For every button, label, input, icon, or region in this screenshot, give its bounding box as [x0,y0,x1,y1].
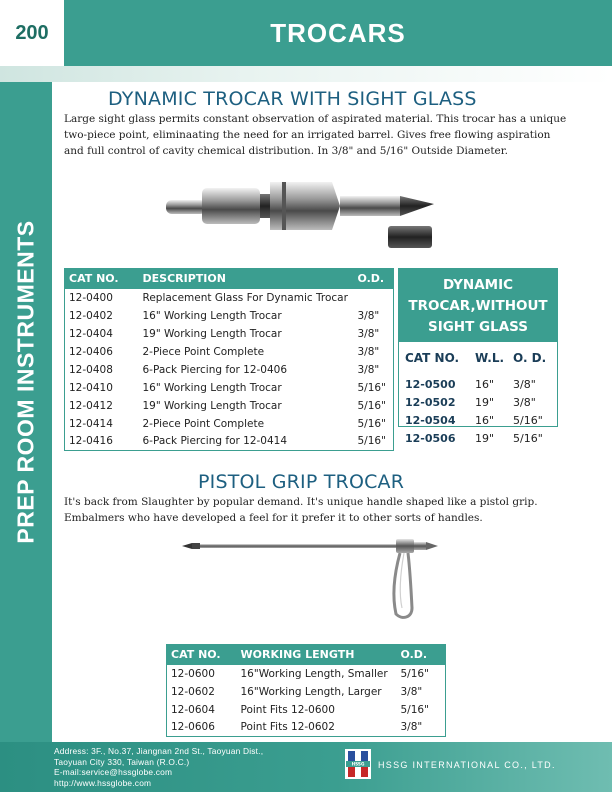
od: 3/8" [357,327,380,340]
table-row [65,397,394,415]
pistol-trocar-image [180,530,440,622]
description-line: Embalmers who have developed a feel for it prefer it to other sorts of handles. [64,512,483,524]
description: 19" Working Length Trocar [142,399,282,412]
od: 3/8" [400,685,423,698]
col-working-length: WORKING LENGTH [237,645,397,665]
footer-website[interactable]: http://www.hssglobe.com [54,777,152,788]
side-band [0,82,52,742]
title-line: TROCAR,WITHOUT [408,298,548,314]
list-item [399,375,557,393]
od: 5/16" [513,431,543,445]
od: 3/8" [513,395,536,409]
table-row [167,701,446,719]
wl: 19" [475,395,495,409]
description: Replacement Glass For Dynamic Trocar [142,291,348,304]
description: 19" Working Length Trocar [142,327,282,340]
od: 5/16" [357,417,386,430]
wl: 16" [475,413,495,427]
cat-no: 12-0412 [69,399,113,412]
description: 2-Piece Point Complete [142,417,265,430]
col-cat-no: CAT NO. [405,351,460,365]
col-cat-no: CAT NO. [65,269,139,289]
hssg-logo-icon [345,749,371,779]
no-sight-glass-title [399,269,557,342]
cat-no: 12-0504 [405,413,456,427]
table-header-row [167,645,446,665]
page-number-box [0,0,64,66]
table-row [65,325,394,343]
cat-no: 12-0604 [171,703,215,716]
page-title: TROCARS [270,17,406,48]
col-od: O. D. [513,351,547,365]
cat-no: 12-0404 [69,327,113,340]
od: 5/16" [400,667,429,680]
working-length: 16"Working Length, Smaller [240,667,388,680]
od: 3/8" [400,721,423,734]
address-line: Address: 3F., No.37, Jiangnan 2nd St., Taoyuan Dist., [54,746,264,756]
logo-lettering: HSSG [351,761,365,767]
cat-no: 12-0410 [69,381,113,394]
address-line: Taoyuan City 330, Taiwan (R.O.C.) [54,756,190,767]
description: 2-Piece Point Complete [142,345,265,358]
cat-no: 12-0408 [69,363,113,376]
wl: 19" [475,431,495,445]
table-row [65,379,394,397]
od: 5/16" [400,703,429,716]
table-row [167,665,446,683]
cat-no: 12-0400 [69,291,113,304]
od: 3/8" [357,309,380,322]
working-length: Point Fits 12-0600 [240,703,335,716]
table-row [65,307,394,325]
no-sight-glass-box [398,268,558,445]
dynamic-trocar-table [64,268,394,451]
list-item [399,411,557,429]
col-wl: W.L. [475,351,505,365]
description: 6-Pack Piercing for 12-0414 [142,435,288,448]
cat-no: 12-0606 [171,721,215,734]
page-number: 200 [15,21,49,44]
description: 16" Working Length Trocar [142,381,282,394]
side-label: PREP ROOM INSTRUMENTS [12,220,39,544]
table-row [65,361,394,379]
cat-no: 12-0502 [405,395,456,409]
table-row [65,343,394,361]
pistol-trocar-table [166,644,446,737]
footer-email[interactable]: E-mail:service@hssglobe.com [54,767,173,777]
col-cat-no: CAT NO. [167,645,237,665]
od: 5/16" [357,381,386,394]
list-item [399,393,557,411]
od [354,289,394,307]
company-name: HSSG INTERNATIONAL CO., LTD. [378,760,556,770]
cat-no: 12-0406 [69,345,113,358]
dynamic-section-title: DYNAMIC TROCAR WITH SIGHT GLASS [108,88,477,110]
description: 16" Working Length Trocar [142,309,282,322]
header-gradient-strip [0,66,612,82]
col-od: O.D. [354,269,394,289]
table-row [65,415,394,433]
list-item [399,429,557,447]
title-line: DYNAMIC [442,277,514,293]
table-row [167,683,446,701]
cat-no: 12-0600 [171,667,215,680]
cat-no: 12-0506 [405,431,456,445]
od: 3/8" [513,377,536,391]
cat-no: 12-0402 [69,309,113,322]
table-row [65,289,394,307]
pistol-section-title: PISTOL GRIP TROCAR [198,471,405,493]
description-line: two-piece point, eliminaating the need for an irrigated barrel. Gives free flowing aspiration [64,129,551,141]
description-line: Large sight glass permits constant observation of aspirated material. This trocar has a unique [64,113,567,125]
od: 5/16" [357,399,386,412]
no-sight-glass-header-row [399,342,557,375]
dynamic-description [64,111,566,159]
table-row [65,433,394,451]
table-header-row [65,269,394,289]
wl: 16" [475,377,495,391]
description-line: and full control of cavity chemical distribution. In 3/8" and 5/16" Outside Diameter. [64,145,508,157]
description: 6-Pack Piercing for 12-0406 [142,363,288,376]
cat-no: 12-0414 [69,417,113,430]
od: 3/8" [357,345,380,358]
col-od: O.D. [397,645,446,665]
dynamic-trocar-image [162,172,442,252]
working-length: 16"Working Length, Larger [240,685,382,698]
title-line: SIGHT GLASS [427,319,528,335]
table-row [167,719,446,737]
od: 3/8" [357,363,380,376]
footer-address [54,746,263,788]
working-length: Point Fits 12-0602 [240,721,335,734]
pistol-description [64,494,538,526]
col-description: DESCRIPTION [139,269,354,289]
cat-no: 12-0602 [171,685,215,698]
description-line: It's back from Slaughter by popular demand. It's unique handle shaped like a pistol grip. [64,496,538,508]
cat-no: 12-0416 [69,435,113,448]
od: 5/16" [513,413,543,427]
od: 5/16" [357,435,386,448]
cat-no: 12-0500 [405,377,456,391]
